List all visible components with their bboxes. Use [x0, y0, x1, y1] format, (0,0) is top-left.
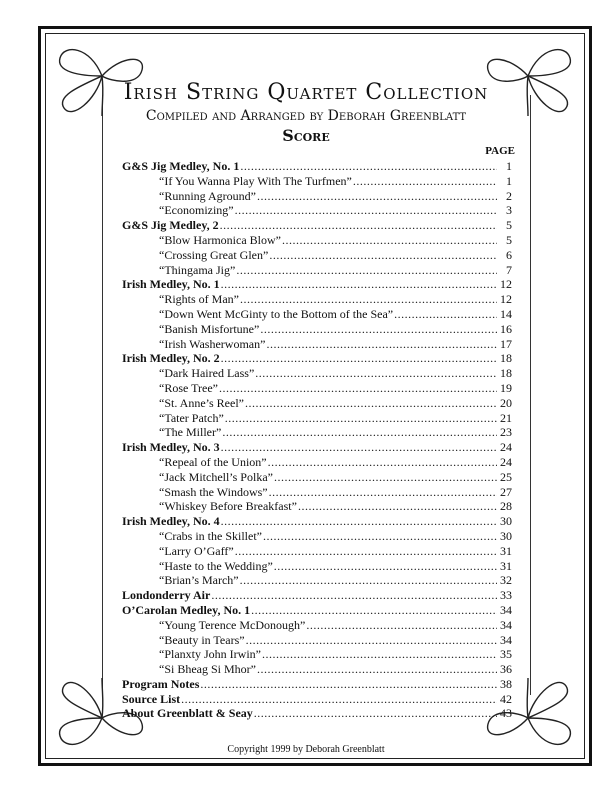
toc-page-number: 35	[500, 647, 512, 662]
toc-entry-title: G&S Jig Medley, 2	[122, 218, 219, 233]
dot-leader	[221, 351, 497, 366]
dot-leader	[211, 588, 497, 603]
dot-leader	[236, 263, 497, 278]
toc-page-number: 1	[506, 173, 512, 188]
toc-subentry	[122, 292, 512, 307]
toc-entry-title: G&S Jig Medley, No. 1	[122, 159, 240, 173]
dot-leader	[222, 425, 497, 440]
dot-leader	[268, 455, 497, 470]
toc-subentry	[122, 499, 512, 514]
toc-subentry	[122, 425, 512, 440]
toc-page-number: 18	[500, 351, 512, 366]
toc-page-number: 34	[500, 632, 512, 647]
toc-page-number: 1	[506, 159, 512, 173]
toc-entry-title: About Greenblatt & Seay	[122, 706, 253, 721]
toc-subentry	[122, 485, 512, 500]
toc-entry-title: “Rose Tree”	[159, 380, 218, 395]
toc-entry-title: “Si Bheag Si Mhor”	[159, 662, 256, 677]
dot-leader	[298, 499, 497, 514]
toc-subentry	[122, 618, 512, 633]
toc-entry-title: Irish Medley, No. 4	[122, 514, 220, 529]
toc-page-number: 34	[500, 602, 512, 617]
toc-entry-title: “St. Anne’s Reel”	[159, 395, 244, 410]
toc-subentry	[122, 248, 512, 263]
toc-page-number: 23	[500, 425, 512, 440]
toc-entry-title: Londonderry Air	[122, 588, 211, 603]
border-stem-left	[102, 95, 103, 695]
toc-page-number: 12	[500, 292, 512, 307]
toc-page-number: 34	[500, 617, 512, 632]
copyright-notice: Copyright 1999 by Deborah Greenblatt	[227, 744, 385, 755]
table-of-contents	[122, 159, 512, 721]
dot-leader	[269, 485, 497, 500]
toc-entry-title: “Running Aground”	[159, 188, 256, 203]
toc-page-number: 21	[500, 410, 512, 425]
toc-page-number: 20	[500, 395, 512, 410]
toc-entry-title: “Banish Misfortune”	[159, 321, 260, 336]
toc-entry-title: “Smash the Windows”	[159, 484, 268, 499]
toc-subentry	[122, 263, 512, 278]
toc-subentry	[122, 529, 512, 544]
toc-entry-title: “Down Went McGinty to the Bottom of the Sea”	[159, 306, 394, 321]
dot-leader	[251, 603, 497, 618]
toc-entry	[122, 277, 512, 292]
toc-entry-title: Program Notes	[122, 676, 200, 691]
toc-entry-title: “Haste to the Wedding”	[159, 558, 273, 573]
dot-leader	[200, 677, 497, 692]
toc-page-number: 33	[500, 588, 512, 603]
toc-entry	[122, 588, 512, 603]
dot-leader	[181, 692, 497, 707]
toc-entry-title: Irish Medley, No. 3	[122, 440, 220, 455]
toc-subentry	[122, 233, 512, 248]
toc-page-number: 6	[506, 247, 512, 262]
toc-page-number: 31	[500, 558, 512, 573]
toc-page-number: 30	[500, 514, 512, 529]
toc-subentry	[122, 322, 512, 337]
border-stem-right	[530, 95, 531, 695]
toc-entry-title: “Planxty John Irwin”	[159, 647, 261, 662]
dot-leader	[255, 366, 497, 381]
toc-subentry	[122, 470, 512, 485]
toc-page-number: 43	[500, 706, 512, 721]
toc-entry-title: “Repeal of the Union”	[159, 454, 267, 469]
dot-leader	[269, 248, 497, 263]
dot-leader	[260, 322, 497, 337]
toc-entry	[122, 603, 512, 618]
page-title: Irish String Quartet Collection	[123, 80, 489, 105]
toc-page-number: 25	[500, 469, 512, 484]
toc-entry-title: “If You Wanna Play With The Turfmen”	[159, 173, 352, 188]
toc-subentry	[122, 544, 512, 559]
toc-entry-title: “Larry O’Gaff”	[159, 543, 234, 558]
toc-page-number: 3	[506, 203, 512, 218]
toc-entry-title: “Dark Haired Lass”	[159, 366, 255, 381]
toc-entry	[122, 706, 512, 721]
dot-leader	[257, 189, 497, 204]
toc-entry-title: “Young Terence McDonough”	[159, 617, 306, 632]
toc-page-number: 7	[506, 262, 512, 277]
toc-entry	[122, 218, 512, 233]
toc-subentry	[122, 174, 512, 189]
dot-leader	[240, 573, 497, 588]
toc-page-number: 18	[500, 366, 512, 381]
toc-page-number: 24	[500, 440, 512, 455]
toc-page-number: 24	[500, 454, 512, 469]
dot-leader	[257, 662, 497, 677]
toc-entry-title: Source List	[122, 691, 181, 706]
toc-subentry	[122, 337, 512, 352]
dot-leader	[220, 218, 497, 233]
toc-page-number: 17	[500, 336, 512, 351]
dot-leader	[246, 633, 497, 648]
toc-entry	[122, 159, 512, 174]
dot-leader	[221, 440, 497, 455]
dot-leader	[306, 618, 497, 633]
toc-entry	[122, 677, 512, 692]
toc-subentry	[122, 662, 512, 677]
toc-entry	[122, 351, 512, 366]
toc-page-number: 42	[500, 691, 512, 706]
toc-entry-title: O’Carolan Medley, No. 1	[122, 602, 251, 617]
score-label: Score	[282, 126, 330, 145]
toc-subentry	[122, 381, 512, 396]
toc-page-number: 28	[500, 499, 512, 514]
toc-entry-title: “Thingama Jig”	[159, 262, 236, 277]
toc-page-number: 27	[500, 484, 512, 499]
toc-page-number: 31	[500, 543, 512, 558]
toc-entry-title: Irish Medley, No. 2	[122, 351, 220, 366]
toc-entry-title: “Crabs in the Skillet”	[159, 528, 262, 543]
toc-subentry	[122, 411, 512, 426]
toc-subentry	[122, 203, 512, 218]
toc-page-number: 32	[500, 573, 512, 588]
toc-page-number: 16	[500, 321, 512, 336]
toc-page-number: 19	[500, 380, 512, 395]
toc-entry-title: “Whiskey Before Breakfast”	[159, 499, 297, 514]
page-column-header: PAGE	[485, 145, 515, 157]
dot-leader	[262, 647, 497, 662]
toc-page-number: 12	[500, 277, 512, 292]
toc-page-number: 2	[506, 188, 512, 203]
toc-entry-title: “Tater Patch”	[159, 410, 224, 425]
page-subtitle: Compiled and Arranged by Deborah Greenblatt	[145, 108, 467, 124]
dot-leader	[353, 174, 497, 189]
dot-leader	[245, 396, 497, 411]
toc-subentry	[122, 633, 512, 648]
dot-leader	[263, 529, 497, 544]
toc-page-number: 5	[506, 232, 512, 247]
toc-entry-title: “Irish Washerwoman”	[159, 336, 266, 351]
dot-leader	[235, 203, 497, 218]
dot-leader	[240, 159, 497, 174]
toc-page-number: 5	[506, 218, 512, 233]
toc-subentry	[122, 559, 512, 574]
toc-entry	[122, 692, 512, 707]
dot-leader	[240, 292, 497, 307]
dot-leader	[221, 514, 497, 529]
dot-leader	[219, 381, 497, 396]
toc-page-number: 14	[500, 306, 512, 321]
dot-leader	[266, 337, 497, 352]
toc-subentry	[122, 189, 512, 204]
dot-leader	[274, 559, 497, 574]
dot-leader	[225, 411, 497, 426]
toc-entry-title: “Beauty in Tears”	[159, 632, 245, 647]
toc-entry-title: “Rights of Man”	[159, 292, 239, 307]
toc-subentry	[122, 366, 512, 381]
toc-entry-title: “The Miller”	[159, 425, 222, 440]
toc-entry-title: “Crossing Great Glen”	[159, 247, 269, 262]
dot-leader	[394, 307, 497, 322]
toc-entry-title: “Blow Harmonica Blow”	[159, 232, 281, 247]
toc-subentry	[122, 647, 512, 662]
toc-entry-title: “Brian’s March”	[159, 573, 239, 588]
toc-page-number: 36	[500, 662, 512, 677]
dot-leader	[235, 544, 497, 559]
toc-entry-title: Irish Medley, No. 1	[122, 277, 220, 292]
toc-subentry	[122, 455, 512, 470]
toc-entry	[122, 514, 512, 529]
dot-leader	[274, 470, 497, 485]
toc-entry	[122, 440, 512, 455]
dot-leader	[221, 277, 497, 292]
toc-page-number: 30	[500, 528, 512, 543]
toc-subentry	[122, 396, 512, 411]
toc-subentry	[122, 307, 512, 322]
dot-leader	[282, 233, 497, 248]
toc-subentry	[122, 573, 512, 588]
toc-entry-title: “Economizing”	[159, 203, 234, 218]
toc-page-number: 38	[500, 676, 512, 691]
toc-entry-title: “Jack Mitchell’s Polka”	[159, 469, 273, 484]
dot-leader	[254, 706, 497, 721]
